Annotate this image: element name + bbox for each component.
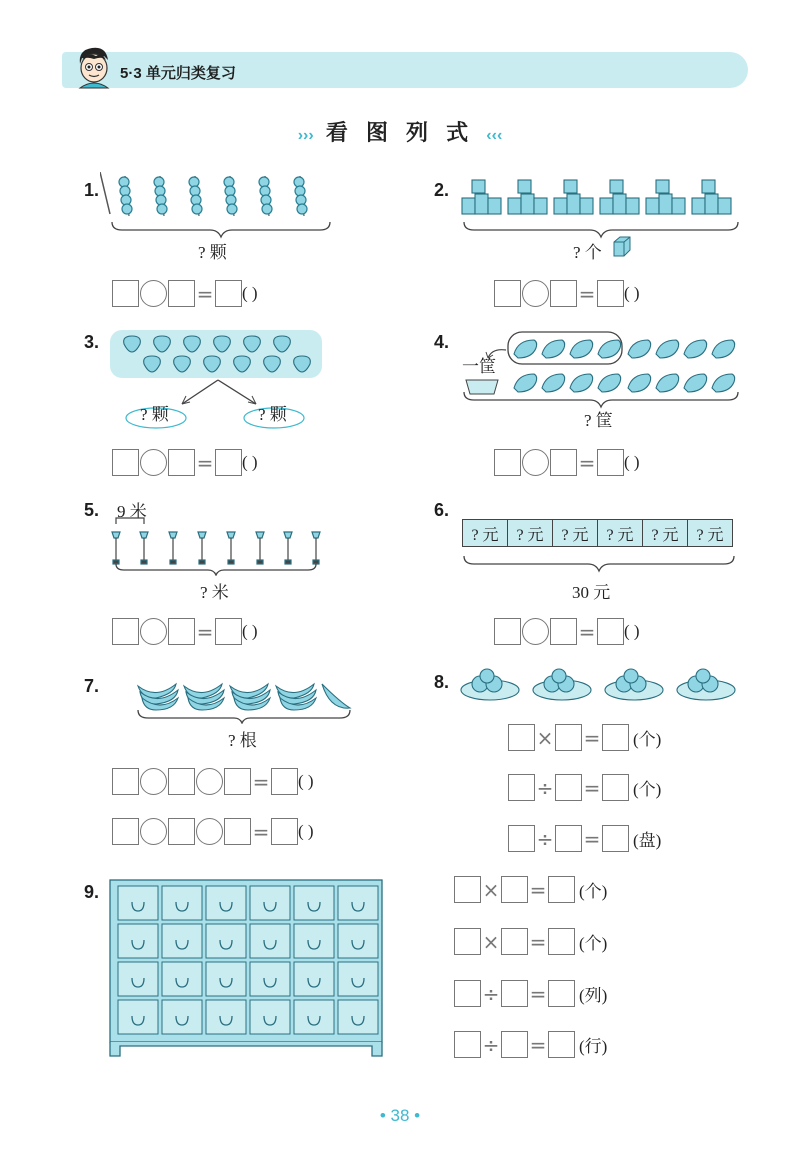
equals-sign: = [529,981,547,1006]
operator-sign: ÷ [482,981,500,1006]
problem-9-equation-3 [454,980,607,1007]
operator-sign: × [482,929,500,954]
drawer [206,886,246,920]
unit-blank[interactable]: ( ) [242,621,258,641]
problem-9-equation-2 [454,928,607,955]
unit-blank[interactable]: ( ) [624,452,640,472]
equals-sign: = [583,775,601,800]
equals-sign: = [252,819,270,844]
equals-sign: = [529,1032,547,1057]
operator-sign: × [536,725,554,750]
equals-sign: = [196,619,214,644]
problem-2-equation [494,280,640,307]
answer-box[interactable] [494,618,521,645]
section-header: 5·3 单元归类复习 [120,65,236,82]
unit-label: (个) [579,934,608,953]
answer-box[interactable] [271,768,298,795]
cube-stacks-icon [460,176,740,220]
problem-5-number: 5. [84,500,100,520]
problem-3-number: 3. [84,332,100,352]
price-cell: ? 元 [643,520,688,547]
mascot-icon [74,44,114,90]
answer-box[interactable] [508,774,535,801]
drawer [294,924,334,958]
drawer [250,886,290,920]
answer-box[interactable] [550,280,577,307]
answer-box[interactable] [454,980,481,1007]
unit-blank[interactable]: ( ) [624,283,640,303]
drawer [162,1000,202,1034]
equals-sign: = [529,877,547,902]
problem-5-label: ? 米 [200,583,229,602]
drawer [206,924,246,958]
strawberries-icon [110,330,324,380]
answer-box[interactable] [215,449,242,476]
problem-7-equation-1 [112,768,314,795]
operator-circle[interactable] [522,449,549,476]
answer-box[interactable] [550,449,577,476]
answer-box[interactable] [112,280,139,307]
answer-box[interactable] [224,818,251,845]
answer-box[interactable] [501,1031,528,1058]
drawer [338,962,378,996]
equals-sign: = [578,281,596,306]
brace-icon [462,220,740,240]
operator-sign: ÷ [482,1032,500,1057]
answer-box[interactable] [548,928,575,955]
problem-2-label: ? 个 [573,243,602,262]
unit-blank[interactable]: ( ) [298,771,314,791]
problem-9-equation-1 [454,876,607,903]
brace-icon [110,220,332,240]
operator-circle[interactable] [140,280,167,307]
operator-sign: × [482,877,500,902]
equals-sign: = [578,450,596,475]
problem-4-number: 4. [434,332,450,352]
problem-7-number: 7. [84,676,100,696]
apple-plates-icon [460,664,740,704]
unit-blank[interactable]: ( ) [242,452,258,472]
answer-box[interactable] [271,818,298,845]
problem-3-left-label: ? 颗 [140,405,169,424]
answer-box[interactable] [454,1031,481,1058]
equals-sign: = [583,826,601,851]
answer-box[interactable] [555,724,582,751]
problem-8-equation-1 [508,724,661,751]
answer-box[interactable] [501,876,528,903]
answer-box[interactable] [224,768,251,795]
answer-box[interactable] [112,449,139,476]
unit-label: (个) [633,730,662,749]
drawer [294,886,334,920]
brace-icon [462,554,738,574]
answer-box[interactable] [168,818,195,845]
answer-box[interactable] [112,818,139,845]
drawer [250,924,290,958]
street-lamps-icon [108,512,328,576]
problem-6-equation [494,618,640,645]
answer-box[interactable] [454,928,481,955]
answer-box[interactable] [548,876,575,903]
operator-circle[interactable] [140,618,167,645]
answer-box[interactable] [501,980,528,1007]
drawer [162,886,202,920]
drawer [118,886,158,920]
answer-box[interactable] [555,774,582,801]
answer-box[interactable] [112,768,139,795]
answer-box[interactable] [555,825,582,852]
drawer [206,962,246,996]
problem-1-label: ? 颗 [198,243,227,262]
operator-sign: ÷ [536,826,554,851]
operator-circle[interactable] [140,818,167,845]
drawer-cabinet-icon [108,878,386,1060]
answer-box[interactable] [494,449,521,476]
answer-box[interactable] [597,280,624,307]
drawer [118,1000,158,1034]
answer-box[interactable] [501,928,528,955]
answer-box[interactable] [215,618,242,645]
answer-box[interactable] [597,618,624,645]
answer-box[interactable] [602,825,629,852]
answer-box[interactable] [508,825,535,852]
drawer [294,962,334,996]
drawer [162,962,202,996]
price-cell: ? 元 [553,520,598,547]
operator-circle[interactable] [522,618,549,645]
operator-sign: ÷ [536,775,554,800]
unit-label: (盘) [633,831,662,850]
unit-blank[interactable]: ( ) [242,283,258,303]
operator-circle[interactable] [196,818,223,845]
problem-3-right-label: ? 颗 [258,405,287,424]
unit-label: (行) [579,1037,608,1056]
problem-9-number: 9. [84,882,100,902]
answer-box[interactable] [168,449,195,476]
drawer [338,886,378,920]
price-cell: ? 元 [598,520,643,547]
left-chevrons: ››› [297,127,314,144]
unit-label: (个) [633,780,662,799]
bananas-icon [134,670,356,724]
price-cell: ? 元 [508,520,553,547]
answer-box[interactable] [215,280,242,307]
operator-circle[interactable] [196,768,223,795]
operator-circle[interactable] [140,449,167,476]
problem-8-number: 8. [434,672,450,692]
equals-sign: = [196,281,214,306]
answer-box[interactable] [168,280,195,307]
answer-box[interactable] [494,280,521,307]
problem-3-equation [112,449,258,476]
equals-sign: = [583,725,601,750]
answer-box[interactable] [550,618,577,645]
answer-box[interactable] [548,1031,575,1058]
problem-4-equation [494,449,640,476]
problem-4-label: ? 筐 [584,411,613,430]
operator-circle[interactable] [522,280,549,307]
problem-8-equation-3 [508,825,661,852]
right-chevrons: ‹‹‹ [486,127,503,144]
problem-6-total: 30 元 [572,583,611,602]
answer-box[interactable] [508,724,535,751]
answer-box[interactable] [548,980,575,1007]
problem-1-equation [112,280,258,307]
unit-blank[interactable]: ( ) [298,821,314,841]
price-cell: ? 元 [688,520,733,547]
problem-5-distance: 9 米 [117,502,147,521]
problem-7-label: ? 根 [228,731,257,750]
basket-label: 一筐 [462,357,496,376]
price-strip [462,519,733,547]
equals-sign: = [529,929,547,954]
unit-label: (个) [579,882,608,901]
equals-sign: = [196,450,214,475]
problem-7-equation-2 [112,818,314,845]
answer-box[interactable] [168,768,195,795]
price-cell: ? 元 [463,520,508,547]
equals-sign: = [578,619,596,644]
page-title [0,116,800,147]
unit-blank[interactable]: ( ) [624,621,640,641]
answer-box[interactable] [168,618,195,645]
drawer [118,924,158,958]
drawer [162,924,202,958]
answer-box[interactable] [454,876,481,903]
answer-box[interactable] [602,724,629,751]
problem-1-number: 1. [84,180,100,200]
drawer [338,1000,378,1034]
problem-9-equation-4 [454,1031,607,1058]
drawer [338,924,378,958]
answer-box[interactable] [112,618,139,645]
drawer [250,962,290,996]
drawer [118,962,158,996]
problem-5-equation [112,618,258,645]
drawer [294,1000,334,1034]
problem-2-number: 2. [434,180,450,200]
cube-icon [612,236,632,258]
title-text: 看 图 列 式 [325,120,475,145]
unit-label: (列) [579,986,608,1005]
drawer [250,1000,290,1034]
operator-circle[interactable] [140,768,167,795]
drawer [206,1000,246,1034]
answer-box[interactable] [602,774,629,801]
page-number: • 38 • [379,1106,421,1125]
problem-6-number: 6. [434,500,450,520]
problem-8-equation-2 [508,774,661,801]
answer-box[interactable] [597,449,624,476]
equals-sign: = [252,769,270,794]
